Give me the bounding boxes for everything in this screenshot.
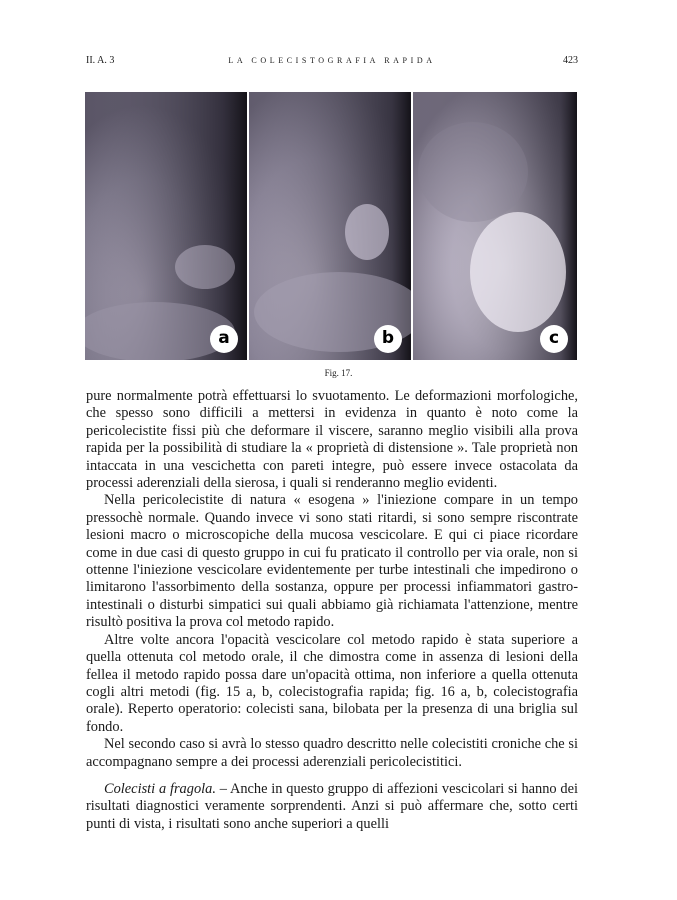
section-number: II. A. 3 [86,55,115,66]
running-title: LA COLECISTOGRAFIA RAPIDA [228,56,436,65]
panel-label-c: c [540,325,568,353]
radiograph-panel-b [249,92,411,360]
page-number: 423 [563,55,578,66]
panel-label-a: a [210,325,238,353]
body-text [86,388,578,833]
section-paragraph [86,781,578,833]
paragraph: Nel secondo caso si avrà lo stesso quadro descritto nelle colecistiti croniche che si accompagnano sempre a dei processi aderenziali pericolecistitici. [86,736,578,770]
panel-label-b: b [374,325,402,353]
section-heading: Colecisti a fragola. [104,780,216,797]
radiograph-panel-a [85,92,247,360]
running-header [86,55,578,69]
radiograph-figure [85,92,577,360]
paragraph: pure normalmente potrà effettuarsi lo svuotamento. Le deformazioni morfologiche, che spesso sono difficili a mettersi in evidenza in quanto è noto come la pericolecistite fissi più che deformare il viscere, saranno meglio visibili alla prova rapida per la possibilità di studiare la « proprietà di distensione ». Tale proprietà non intaccata in una vescichetta con pareti integre, può essere invece ostacolata da processi aderenziali della sierosa, i quali si renderanno meglio evidenti. [86,388,578,492]
radiograph-panel-c [413,92,577,360]
paragraph: Nella pericolecistite di natura « esogena » l'iniezione compare in un tempo pressochè normale. Quando invece vi sono stati ritardi, si sono sempre riscontrate lesioni macro o microscopiche della mucosa vescicolare. E qui ci piace ricordare come in due casi di questo gruppo in cui fu praticato il controllo per via orale, non si ottenne l'iniezione vescicolare evidentemente per turbe intestinali che impedirono o limitarono l'assorbimento della sostanza, oppure per processi infiammatori gastro-intestinali o disturbi simpatici sui quali abbiamo già richiamata l'attenzione, mentre risultò positiva la prova col metodo rapido. [86,492,578,631]
figure-caption: Fig. 17. [324,368,353,378]
paragraph: Altre volte ancora l'opacità vescicolare col metodo rapido è stata superiore a quella ottenuta col metodo orale, il che dimostra come in assenza di lesioni della fellea il metodo rapido possa dare un'opacità ottima, non inferiore a quella ottenuta cogli altri metodi (fig. 15 a, b, colecistografia rapida; fig. 16 a, b, colecistografia orale). Reperto operatorio: colecisti sana, bilobata per la presenza di una briglia sul fondo. [86,631,578,735]
section-text: – Anche in questo gruppo di affezioni vescicolari si hanno dei risultati diagnostici veramente sorprendenti. Anzi si può affermare che, sotto certi punti di vista, i risultati sono anche superiori a quelli [86,780,578,832]
